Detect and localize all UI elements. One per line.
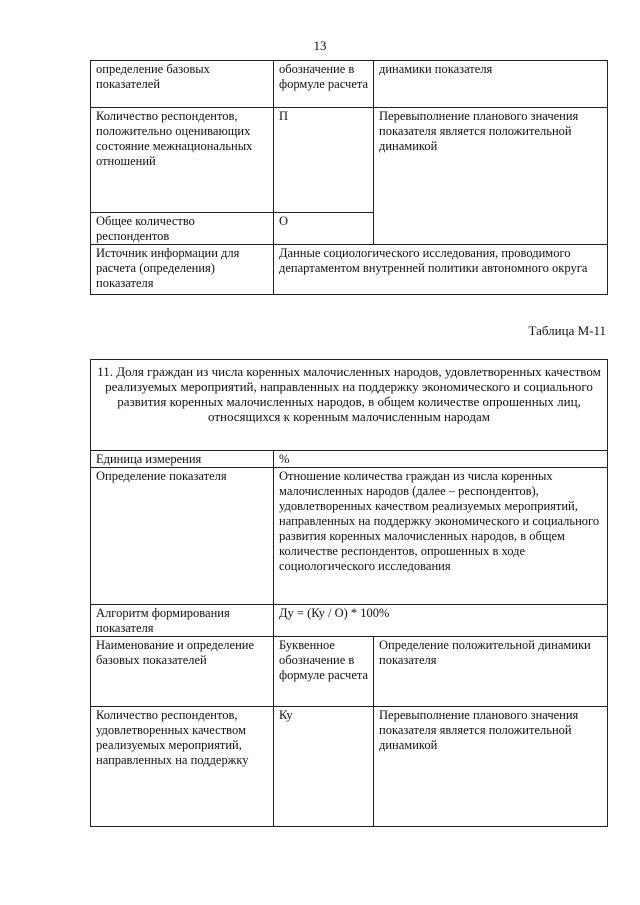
title-row bbox=[91, 360, 608, 451]
row-name: Количество респондентов, удовлетворенных качеством реализуемых мероприятий, направленных на поддержку bbox=[91, 707, 274, 827]
algorithm-formula: Ду = (Ку / О) * 100% bbox=[274, 605, 608, 637]
algorithm-row bbox=[91, 605, 608, 637]
source-label: Источник информации для расчета (определения) показателя bbox=[91, 245, 274, 295]
row-dynamics: Перевыполнение планового значения показателя является положительной динамикой bbox=[374, 707, 608, 827]
source-value: Данные социологического исследования, проводимого департаментом внутренней политики автономного округа bbox=[274, 245, 608, 295]
definition-label: Определение показателя bbox=[91, 468, 274, 605]
algorithm-label: Алгоритм формирования показателя bbox=[91, 605, 274, 637]
unit-row bbox=[91, 451, 608, 468]
row-symbol: О bbox=[274, 213, 374, 245]
row-symbol: Ку bbox=[274, 707, 374, 827]
header-formula-symbol: обозначение в формуле расчета bbox=[274, 61, 374, 108]
row-symbol: П bbox=[274, 108, 374, 213]
row-name: Общее количество респондентов bbox=[91, 213, 274, 245]
header-base-indicators: Наименование и определение базовых показателей bbox=[91, 637, 274, 707]
table-header-row bbox=[91, 637, 608, 707]
header-dynamics: динамики показателя bbox=[374, 61, 608, 108]
unit-label: Единица измерения bbox=[91, 451, 274, 468]
indicator-table-m11 bbox=[90, 359, 608, 827]
indicator-title: 11. Доля граждан из числа коренных малочисленных народов, удовлетворенных качеством реализуемых мероприятий, направленных на поддержку экономического и социального развития коренных малочисленных народов, в общем количестве опрошенных лиц, относящихся к коренным малочисленным народам bbox=[91, 360, 608, 451]
table-row bbox=[91, 707, 608, 827]
source-row bbox=[91, 245, 608, 295]
definition-row bbox=[91, 468, 608, 605]
row-name: Количество респондентов, положительно оценивающих состояние межнациональных отношений bbox=[91, 108, 274, 213]
page-number: 13 bbox=[313, 38, 327, 53]
table-header-row bbox=[91, 61, 608, 108]
header-dynamics: Определение положительной динамики показателя bbox=[374, 637, 608, 707]
unit-value: % bbox=[274, 451, 608, 468]
indicator-table-continued bbox=[90, 60, 608, 295]
table-caption: Таблица М-11 bbox=[528, 323, 606, 338]
definition-value: Отношение количества граждан из числа коренных малочисленных народов (далее – респондентов), удовлетворенных качеством реализуемых мероприятий, направленных на поддержку экономического и социального развития коренных малочисленных народов, в общем количестве респондентов, опрошенных в ходе социологического исследования bbox=[274, 468, 608, 605]
header-formula-symbol: Буквенное обозначение в формуле расчета bbox=[274, 637, 374, 707]
row-dynamics: Перевыполнение планового значения показателя является положительной динамикой bbox=[374, 108, 608, 245]
table-row bbox=[91, 108, 608, 213]
header-base-indicators: определение базовых показателей bbox=[91, 61, 274, 108]
